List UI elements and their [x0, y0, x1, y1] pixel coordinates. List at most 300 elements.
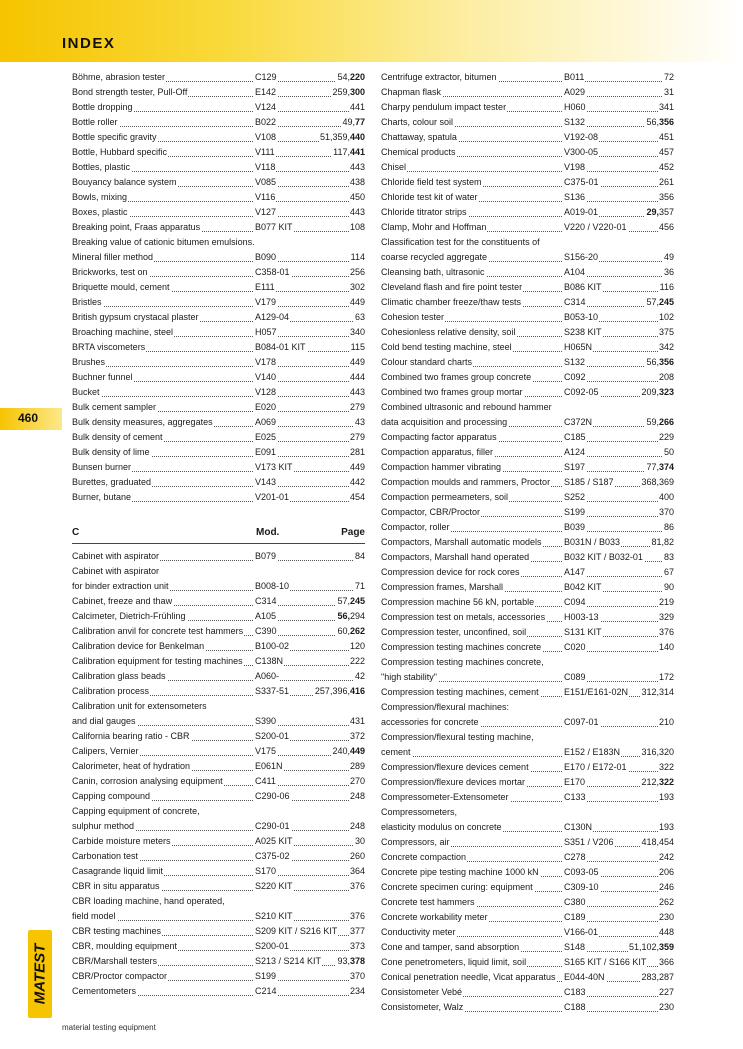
entry-page-ref [349, 984, 365, 999]
entry-page-ref [663, 250, 674, 265]
entry-model-code: S337-51 [254, 684, 290, 699]
index-entry [381, 1000, 674, 1015]
entry-name: Bowls, mixing [72, 190, 128, 205]
entry-name: Capping compound [72, 789, 151, 804]
entry-model-code: A029 [563, 85, 586, 100]
entry-page-ref [658, 310, 674, 325]
entry-name: Compressometers, [381, 805, 458, 820]
entry-page-ref [319, 130, 365, 145]
index-entry [381, 730, 674, 745]
entry-model-code: B053-10 [563, 310, 599, 325]
entry-page: 312,314 [641, 687, 674, 697]
entry-page: 84 [354, 551, 365, 561]
entry-model-code: E152 / E183N [563, 745, 621, 760]
entry-page: 50 [663, 447, 674, 457]
index-entry [72, 639, 365, 654]
entry-model-code: B031N / B033 [563, 535, 621, 550]
index-entry [72, 355, 365, 370]
index-entry [381, 820, 674, 835]
index-entry [72, 130, 365, 145]
entry-page-main: 29, [646, 207, 659, 217]
index-entry [381, 955, 674, 970]
entry-name: and dial gauges [72, 714, 137, 729]
index-entry [72, 85, 365, 100]
entry-page-main: 262 [349, 626, 365, 636]
entry-page-ref [640, 745, 674, 760]
entry-page-ref [354, 415, 365, 430]
entry-name: Compactor, CBR/Proctor [381, 505, 481, 520]
index-entry [381, 415, 674, 430]
entry-name: Compression test on metals, accessories [381, 610, 546, 625]
entry-page: 227 [658, 987, 674, 997]
entry-name: Compaction hammer vibrating [381, 460, 502, 475]
entry-page: 443 [349, 207, 365, 217]
index-entry [381, 205, 674, 220]
entry-page-ref [349, 205, 365, 220]
entry-page-ref [659, 280, 674, 295]
index-entry [381, 460, 674, 475]
entry-page-ref [663, 265, 674, 280]
entry-page-ref [645, 415, 674, 430]
entry-model-code: C130N [563, 820, 593, 835]
entry-page-ref [658, 880, 674, 895]
entry-name: Calibration glass beads [72, 669, 167, 684]
entry-name: Consistometer Vebé [381, 985, 463, 1000]
entry-page: 83 [663, 552, 674, 562]
entry-page-ref [349, 400, 365, 415]
entry-page: 340 [349, 327, 365, 337]
entry-name: BRTA viscometers [72, 340, 146, 355]
entry-name: Compression machine 56 kN, portable [381, 595, 535, 610]
entry-page: 370 [658, 507, 674, 517]
entry-name: Buchner funnel [72, 370, 134, 385]
entry-page-ref [658, 640, 674, 655]
index-list-c [72, 549, 365, 999]
entry-name: Bottle dropping [72, 100, 134, 115]
entry-page: 373 [349, 941, 365, 951]
entry-model-code: C358-01 [254, 265, 291, 280]
entry-page-ref [658, 340, 674, 355]
entry-page: 67 [663, 567, 674, 577]
entry-name: Bottle, Hubbard specific [72, 145, 168, 160]
entry-page-ref [658, 820, 674, 835]
entry-page: 77, [646, 462, 659, 472]
entry-name: Concrete test hammers [381, 895, 476, 910]
index-entry [381, 265, 674, 280]
entry-page: 368,369 [641, 477, 674, 487]
entry-model-code: V300-05 [563, 145, 599, 160]
index-entry [381, 280, 674, 295]
entry-page-main: 378 [349, 956, 365, 966]
entry-model-code: V140 [254, 370, 277, 385]
entry-page-ref [658, 865, 674, 880]
entry-page-ref [640, 970, 674, 985]
right-column [381, 70, 674, 1015]
entry-name: Calibration equipment for testing machines [72, 654, 244, 669]
mod-column-header: Mod. [256, 527, 280, 538]
entry-name: Combined ultrasonic and rebound hammer [381, 400, 553, 415]
index-entry [72, 564, 365, 579]
entry-page-ref [336, 609, 365, 624]
entry-name: Bouyancy balance system [72, 175, 178, 190]
index-entry [72, 205, 365, 220]
entry-model-code: C092 [563, 370, 587, 385]
entry-name: Compression testing machines concrete, [381, 655, 545, 670]
entry-model-code: C214 [254, 984, 278, 999]
entry-page: 229 [658, 432, 674, 442]
entry-page-main: 356 [658, 117, 674, 127]
entry-model-code: V175 [254, 744, 277, 759]
entry-page: 376 [349, 911, 365, 921]
entry-page: 448 [658, 927, 674, 937]
index-entry [381, 850, 674, 865]
entry-model-code: B079 [254, 549, 277, 564]
entry-name: Consistometer, Walz [381, 1000, 464, 1015]
entry-name: Canin, corrosion analysing equipment [72, 774, 224, 789]
entry-name: Compactor, roller [381, 520, 451, 535]
entry-model-code: C290-01 [254, 819, 291, 834]
entry-name: Compaction permeameters, soil [381, 490, 509, 505]
entry-name: Bulk cement sampler [72, 400, 157, 415]
entry-page-ref [663, 445, 674, 460]
index-entry [381, 370, 674, 385]
entry-page-ref [650, 535, 674, 550]
index-entry [381, 535, 674, 550]
index-entry [72, 460, 365, 475]
entry-page-ref [349, 819, 365, 834]
entry-page-main: 266 [658, 417, 674, 427]
index-entry [72, 834, 365, 849]
entry-name: Compression/flexural machines: [381, 700, 510, 715]
entry-model-code: A129-04 [254, 310, 290, 325]
entry-model-code: S199 [563, 505, 586, 520]
entry-page: 376 [349, 881, 365, 891]
entry-name: cement [381, 745, 412, 760]
entry-name: Compression/flexure devices mortar [381, 775, 526, 790]
entry-model-code: V111 [254, 145, 276, 160]
index-entry [381, 430, 674, 445]
page-number: 460 [18, 411, 39, 425]
entry-page-ref [658, 985, 674, 1000]
index-entry [381, 310, 674, 325]
index-entry [72, 175, 365, 190]
entry-model-code: E091 [254, 445, 277, 460]
entry-page: 59, [646, 417, 659, 427]
index-entry [381, 85, 674, 100]
entry-page-ref [640, 775, 674, 790]
page-column-header: Page [341, 527, 365, 538]
entry-page: 56, [646, 357, 659, 367]
entry-name: Briquette mould, cement [72, 280, 171, 295]
entry-page: 257,396, [314, 686, 350, 696]
index-entry [72, 759, 365, 774]
entry-page-ref [658, 490, 674, 505]
index-entry [381, 895, 674, 910]
entry-name: Bottles, plastic [72, 160, 131, 175]
entry-name: Bucket [72, 385, 101, 400]
entry-model-code: C189 [563, 910, 587, 925]
entry-page-ref [350, 340, 365, 355]
entry-page: 438 [349, 177, 365, 187]
index-entry [72, 280, 365, 295]
entry-page: 449 [349, 462, 365, 472]
entry-page-ref [663, 85, 674, 100]
entry-page-ref [645, 115, 674, 130]
index-entry [381, 475, 674, 490]
entry-page: 230 [658, 912, 674, 922]
entry-model-code: E170 [563, 775, 586, 790]
index-entry [72, 415, 365, 430]
entry-name: Cone and tamper, sand absorption [381, 940, 520, 955]
entry-page-ref [640, 685, 674, 700]
entry-page: 443 [349, 387, 365, 397]
index-entry [381, 505, 674, 520]
entry-model-code: E061N [254, 759, 284, 774]
entry-model-code: C188 [563, 1000, 587, 1015]
entry-page-ref [658, 895, 674, 910]
entry-page-extra: 294 [349, 611, 365, 621]
entry-name: Cone penetrometers, liquid limit, soil [381, 955, 527, 970]
entry-page: 449 [349, 297, 365, 307]
entry-page-ref [349, 295, 365, 310]
entry-name: "high stability" [381, 670, 438, 685]
entry-model-code: A147 [563, 565, 586, 580]
entry-model-code: V173 KIT [254, 460, 294, 475]
entry-name: Burettes, graduated [72, 475, 152, 490]
entry-page: 49 [663, 252, 674, 262]
entry-page-ref [658, 910, 674, 925]
entry-name: Cohesion tester [381, 310, 445, 325]
entry-model-code: S132 [563, 355, 586, 370]
entry-name: CBR loading machine, hand operated, [72, 894, 226, 909]
entry-page: 230 [658, 1002, 674, 1012]
entry-page-ref [658, 130, 674, 145]
index-entry [381, 910, 674, 925]
entry-name: Breaking point, Fraas apparatus [72, 220, 201, 235]
entry-name: Compaction moulds and rammers, Proctor [381, 475, 551, 490]
entry-page: 400 [658, 492, 674, 502]
entry-page-ref [354, 834, 365, 849]
entry-page-ref [658, 1000, 674, 1015]
entry-page-main: 323 [658, 387, 674, 397]
entry-page-ref [349, 490, 365, 505]
entry-page-ref [349, 714, 365, 729]
entry-name: CBR, moulding equipment [72, 939, 178, 954]
index-entry [381, 145, 674, 160]
entry-name: Compression device for rock cores [381, 565, 521, 580]
entry-page: 81,82 [651, 537, 674, 547]
index-entry [381, 625, 674, 640]
entry-page-ref [658, 760, 674, 775]
index-entry [72, 669, 365, 684]
index-entry [381, 70, 674, 85]
entry-page-main: 56, [337, 611, 350, 621]
entry-name: Calcimeter, Dietrich-Frühling [72, 609, 187, 624]
entry-name: Brickworks, test on [72, 265, 149, 280]
entry-name: Chisel [381, 160, 407, 175]
entry-page-ref [663, 520, 674, 535]
entry-page-main: 245 [658, 297, 674, 307]
entry-page-ref [331, 85, 365, 100]
entry-name: Conical penetration needle, Vicat apparatus [381, 970, 556, 985]
entry-model-code: H060 [563, 100, 587, 115]
entry-model-code: C092-05 [563, 385, 600, 400]
entry-page: 246 [658, 882, 674, 892]
entry-name: Charts, colour soil [381, 115, 454, 130]
entry-page-ref [658, 595, 674, 610]
entry-model-code: V198 [563, 160, 586, 175]
entry-model-code: B086 KIT [563, 280, 603, 295]
index-entry [72, 325, 365, 340]
entry-page: 279 [349, 432, 365, 442]
entry-page-ref [658, 715, 674, 730]
entry-page: 454 [349, 492, 365, 502]
index-entry [72, 385, 365, 400]
index-entry [72, 819, 365, 834]
index-entry [72, 235, 365, 250]
entry-page: 71 [354, 581, 365, 591]
entry-name: Centrifuge extractor, bitumen [381, 70, 498, 85]
entry-page-ref [314, 684, 365, 699]
footer-text: material testing equipment [62, 1023, 156, 1032]
entry-page: 60, [337, 626, 350, 636]
index-entry [72, 220, 365, 235]
entry-page: 418,454 [641, 837, 674, 847]
index-entry [72, 774, 365, 789]
index-entry [72, 490, 365, 505]
index-entry [72, 100, 365, 115]
entry-model-code: S136 [563, 190, 586, 205]
header-bar [0, 0, 743, 62]
entry-name: Mineral filler method [72, 250, 154, 265]
entry-model-code: S390 [254, 714, 277, 729]
entry-page-ref [349, 370, 365, 385]
entry-page: 261 [658, 177, 674, 187]
entry-page-extra: 357 [658, 207, 674, 217]
section-c-header [72, 505, 365, 549]
entry-model-code: C183 [563, 985, 587, 1000]
entry-page-ref [332, 145, 365, 160]
entry-page: 356 [658, 192, 674, 202]
entry-page-ref [349, 445, 365, 460]
entry-page-ref [628, 940, 674, 955]
entry-page-ref [349, 759, 365, 774]
entry-name: Broaching machine, steel [72, 325, 174, 340]
left-column [72, 70, 365, 999]
entry-model-code: B039 [563, 520, 586, 535]
entry-name: Cleveland flash and fire point tester [381, 280, 523, 295]
entry-page-ref [349, 190, 365, 205]
entry-page: 342 [658, 342, 674, 352]
entry-page-main: 245 [349, 596, 365, 606]
entry-page: 248 [349, 791, 365, 801]
index-entry [381, 595, 674, 610]
entry-name: Classification test for the constituents of [381, 235, 541, 250]
entry-page-main: 77 [354, 117, 365, 127]
entry-model-code: C290-06 [254, 789, 291, 804]
index-entry [381, 295, 674, 310]
entry-page: 444 [349, 372, 365, 382]
entry-page: 120 [349, 641, 365, 651]
entry-name: Cohesionless relative density, soil [381, 325, 516, 340]
entry-page-ref [645, 460, 674, 475]
entry-page-ref [349, 864, 365, 879]
entry-page: 341 [658, 102, 674, 112]
entry-name: Bottle specific gravity [72, 130, 158, 145]
index-entry [72, 864, 365, 879]
entry-page-ref [336, 70, 365, 85]
entry-page-ref [349, 430, 365, 445]
entry-model-code: C138N [254, 654, 284, 669]
entry-page: 240, [332, 746, 350, 756]
entry-page: 443 [349, 162, 365, 172]
entry-page-main: 220 [349, 72, 365, 82]
entry-page-ref [349, 175, 365, 190]
entry-page-ref [663, 565, 674, 580]
entry-page: 172 [658, 672, 674, 682]
entry-page: 260 [349, 851, 365, 861]
entry-page-ref [663, 580, 674, 595]
entry-page: 206 [658, 867, 674, 877]
entry-model-code: S252 [563, 490, 586, 505]
entry-model-code: B042 KIT [563, 580, 603, 595]
index-entry [381, 355, 674, 370]
index-entry [72, 609, 365, 624]
entry-page-main: 300 [349, 87, 365, 97]
index-entry [72, 789, 365, 804]
entry-page-ref [349, 475, 365, 490]
entry-page: 366 [658, 957, 674, 967]
entry-page: 456 [658, 222, 674, 232]
entry-model-code: A105 [254, 609, 277, 624]
entry-page: 256 [349, 267, 365, 277]
entry-model-code: B077 KIT [254, 220, 294, 235]
index-entry [72, 400, 365, 415]
entry-page-ref [350, 250, 365, 265]
entry-page-ref [349, 654, 365, 669]
entry-page-ref [349, 100, 365, 115]
entry-model-code: S197 [563, 460, 586, 475]
entry-model-code: B100-02 [254, 639, 290, 654]
entry-page-ref [658, 325, 674, 340]
entry-name: Combined two frames group mortar [381, 385, 524, 400]
index-entry [72, 340, 365, 355]
index-entry [72, 160, 365, 175]
entry-page: 222 [349, 656, 365, 666]
entry-page: 364 [349, 866, 365, 876]
entry-name: Cementometers [72, 984, 137, 999]
entry-name: Charpy pendulum impact tester [381, 100, 507, 115]
entry-model-code: S132 [563, 115, 586, 130]
entry-name: for binder extraction unit [72, 579, 170, 594]
entry-model-code: E170 / E172-01 [563, 760, 628, 775]
entry-model-code: S170 [254, 864, 277, 879]
index-entry [72, 445, 365, 460]
entry-page: 115 [350, 342, 365, 352]
entry-page: 289 [349, 761, 365, 771]
entry-name: Calipers, Vernier [72, 744, 140, 759]
entry-model-code: C185 [563, 430, 587, 445]
entry-model-code: H003-13 [563, 610, 600, 625]
entry-name: Bulk density of cement [72, 430, 164, 445]
entry-model-code: E151/E161-02N [563, 685, 629, 700]
entry-page: 248 [349, 821, 365, 831]
entry-model-code: V127 [254, 205, 277, 220]
entry-name: sulphur method [72, 819, 135, 834]
entry-model-code: V178 [254, 355, 277, 370]
entry-page-ref [658, 505, 674, 520]
entry-model-code: C390 [254, 624, 278, 639]
